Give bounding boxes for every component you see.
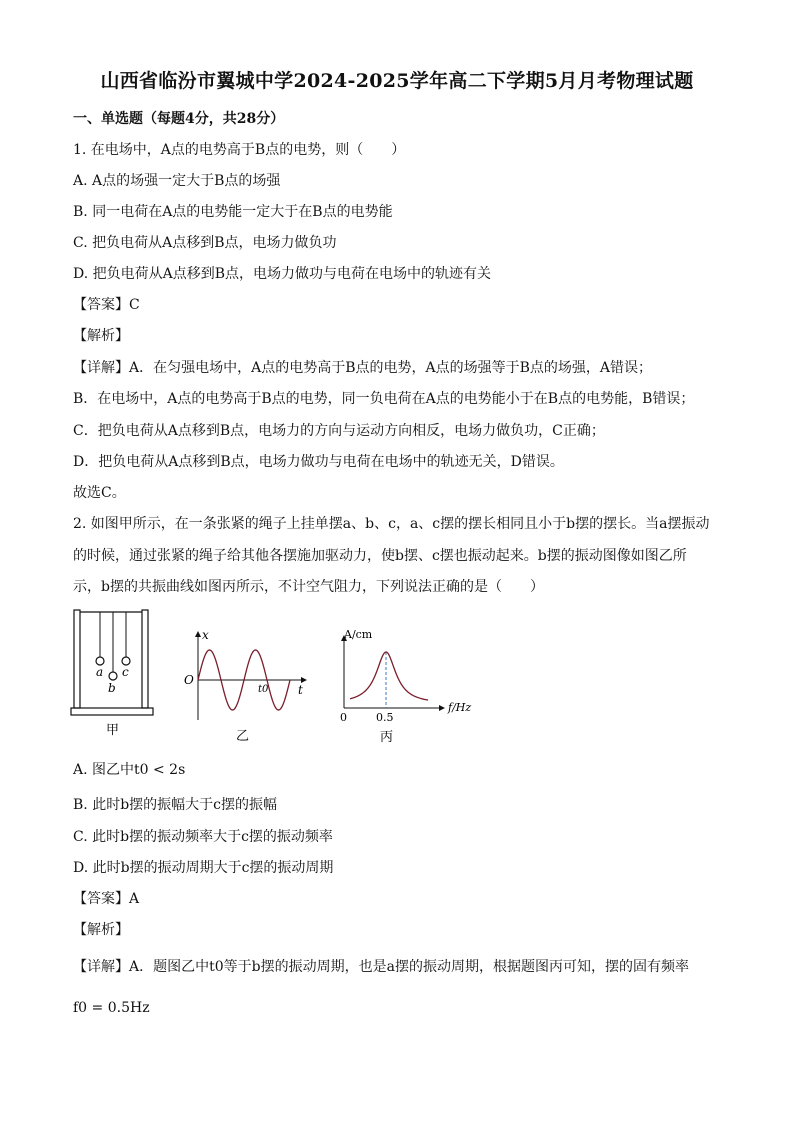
caption-jia: 甲	[106, 723, 120, 738]
q1-answer: 【答案】C	[73, 297, 140, 313]
axis-x-label: x	[202, 628, 209, 642]
q1-option-d: D. 把负电荷从A点移到B点，电场力做功与电荷在电场中的轨迹有关	[73, 266, 492, 282]
q1-option-c: C. 把负电荷从A点移到B点，电场力做负功	[73, 235, 337, 251]
caption-yi: 乙	[236, 729, 250, 744]
zero-label: 0	[340, 711, 347, 724]
pendulum-b-bob	[109, 672, 117, 680]
q2-formula: f0 = 0.5Hz	[73, 1000, 150, 1016]
figure-yi-xt-graph	[178, 624, 314, 744]
q2-option-b: B. 此时b摆的振幅大于c摆的振幅	[73, 797, 277, 813]
page-title: 山西省临汾市翼城中学2024-2025学年高二下学期5月月考物理试题	[100, 70, 694, 92]
pendulum-c-bob	[122, 657, 130, 665]
q2-stem-line: 的时候，通过张紧的绳子给其他各摆施加驱动力，使b摆、c摆也振动起来。b摆的振动图像如图乙所	[73, 548, 687, 564]
q1-analysis-label: 【解析】	[73, 328, 129, 344]
label-a: a	[96, 665, 104, 679]
q2-stem-line: 2. 如图甲所示，在一条张紧的绳子上挂单摆a、b、c，a、c摆的摆长相同且小于b摆的摆长。当a摆振动	[73, 516, 710, 532]
axis-t-label: t	[298, 683, 303, 697]
t0-label: t0	[258, 684, 269, 695]
label-c: c	[122, 665, 129, 679]
figure-bing-resonance-curve	[332, 628, 482, 746]
q1-detail-line: D．把负电荷从A点移到B点，电场力做功与电荷在电场中的轨迹无关，D错误。	[73, 454, 564, 470]
q2-option-a: A. 图乙中t0 < 2s	[73, 762, 186, 778]
q2-option-d: D. 此时b摆的振动周期大于c摆的振动周期	[73, 860, 334, 876]
q2-answer: 【答案】A	[73, 891, 140, 907]
section-heading: 一、单选题（每题4分，共28分）	[73, 111, 285, 127]
q2-detail-line: 【详解】A．题图乙中t0等于b摆的振动周期，也是a摆的振动周期，根据题图丙可知，摆的固有频率	[73, 959, 689, 975]
peak-freq-label: 0.5	[376, 711, 394, 724]
q1-option-a: A. A点的场强一定大于B点的场强	[73, 173, 281, 189]
pendulum-a-bob	[96, 657, 104, 665]
q2-stem-line: 示，b摆的共振曲线如图丙所示，不计空气阻力，下列说法正确的是（ ）	[73, 579, 544, 595]
q1-option-b: B. 同一电荷在A点的电势能一定大于在B点的电势能	[73, 204, 393, 220]
q1-detail-line: 【详解】A．在匀强电场中，A点的电势高于B点的电势，A点的场强等于B点的场强，A错误；	[73, 360, 653, 376]
q2-analysis-label: 【解析】	[73, 922, 129, 938]
origin-label: O	[184, 673, 194, 687]
q2-option-c: C. 此时b摆的振动频率大于c摆的振动频率	[73, 829, 333, 845]
figure-jia-pendulums	[70, 608, 160, 748]
resonance-curve	[350, 652, 428, 700]
q1-detail-line: B．在电场中，A点的电势高于B点的电势，同一负电荷在A点的电势能小于在B点的电势能，B错误；	[73, 391, 695, 407]
axis-f-label: f/Hz	[448, 701, 472, 714]
q1-conclusion: 故选C。	[73, 485, 126, 501]
caption-bing: 丙	[380, 730, 394, 745]
label-b: b	[108, 681, 116, 695]
q1-detail-line: C．把负电荷从A点移到B点，电场力的方向与运动方向相反，电场力做负功，C正确；	[73, 423, 605, 439]
q1-stem: 1. 在电场中，A点的电势高于B点的电势，则（ ）	[73, 142, 406, 158]
axis-A-label: A/cm	[344, 628, 373, 641]
